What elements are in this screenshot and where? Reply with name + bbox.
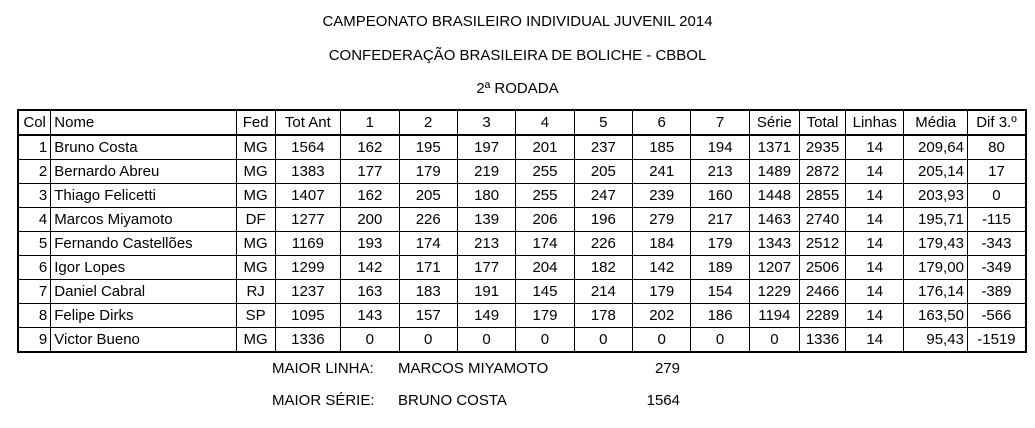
table-cell: 0 bbox=[516, 328, 574, 353]
table-cell: 2855 bbox=[799, 184, 845, 208]
table-cell: 179 bbox=[399, 160, 457, 184]
table-cell: MG bbox=[236, 256, 275, 280]
table-cell: 14 bbox=[846, 160, 904, 184]
table-cell: 1299 bbox=[275, 256, 341, 280]
table-cell: 2935 bbox=[799, 135, 845, 160]
table-cell: 14 bbox=[846, 280, 904, 304]
maior-linha-value: 279 bbox=[654, 360, 680, 377]
table-cell: 179 bbox=[633, 280, 691, 304]
table-cell: 214 bbox=[574, 280, 632, 304]
table-cell: 189 bbox=[691, 256, 749, 280]
table-cell: 162 bbox=[341, 135, 399, 160]
column-header: Tot Ant bbox=[275, 110, 341, 135]
table-cell: MG bbox=[236, 232, 275, 256]
column-header: Total bbox=[799, 110, 845, 135]
table-row bbox=[18, 160, 1026, 184]
table-cell: 142 bbox=[341, 256, 399, 280]
table-cell: 1336 bbox=[799, 328, 845, 353]
table-row bbox=[18, 256, 1026, 280]
table-cell: 179,00 bbox=[904, 256, 968, 280]
table-cell: 163,50 bbox=[904, 304, 968, 328]
table-cell: 1343 bbox=[749, 232, 799, 256]
table-cell: 241 bbox=[633, 160, 691, 184]
table-cell: 180 bbox=[457, 184, 515, 208]
table-cell: 194 bbox=[691, 135, 749, 160]
table-cell: 179 bbox=[691, 232, 749, 256]
table-cell: 177 bbox=[341, 160, 399, 184]
table-cell: 191 bbox=[457, 280, 515, 304]
table-cell: 3 bbox=[18, 184, 51, 208]
table-cell: 154 bbox=[691, 280, 749, 304]
table-cell: 247 bbox=[574, 184, 632, 208]
table-cell: 193 bbox=[341, 232, 399, 256]
table-cell: RJ bbox=[236, 280, 275, 304]
table-row bbox=[18, 280, 1026, 304]
column-header: 7 bbox=[691, 110, 749, 135]
column-header: 1 bbox=[341, 110, 399, 135]
table-cell: 237 bbox=[574, 135, 632, 160]
table-cell: MG bbox=[236, 135, 275, 160]
table-cell: 2506 bbox=[799, 256, 845, 280]
table-cell: 8 bbox=[18, 304, 51, 328]
table-cell: 205 bbox=[399, 184, 457, 208]
table-cell: 1169 bbox=[275, 232, 341, 256]
table-cell: 2289 bbox=[799, 304, 845, 328]
table-cell: 195,71 bbox=[904, 208, 968, 232]
table-cell: 176,14 bbox=[904, 280, 968, 304]
table-cell: 1194 bbox=[749, 304, 799, 328]
table-row bbox=[18, 304, 1026, 328]
table-cell: 0 bbox=[691, 328, 749, 353]
table-cell: 142 bbox=[633, 256, 691, 280]
table-cell: Daniel Cabral bbox=[51, 280, 236, 304]
organization-title: CONFEDERAÇÃO BRASILEIRA DE BOLICHE - CBBOL bbox=[328, 47, 707, 64]
round-title: 2ª RODADA bbox=[476, 80, 559, 97]
table-cell: 1489 bbox=[749, 160, 799, 184]
table-cell: 171 bbox=[399, 256, 457, 280]
table-cell: 209,64 bbox=[904, 135, 968, 160]
table-header-row bbox=[18, 110, 1026, 135]
table-cell: 219 bbox=[457, 160, 515, 184]
table-cell: 196 bbox=[574, 208, 632, 232]
table-cell: 1448 bbox=[749, 184, 799, 208]
table-cell: -115 bbox=[967, 208, 1026, 232]
table-cell: 204 bbox=[516, 256, 574, 280]
table-cell: 201 bbox=[516, 135, 574, 160]
column-header: Série bbox=[749, 110, 799, 135]
column-header: 2 bbox=[399, 110, 457, 135]
table-cell: 9 bbox=[18, 328, 51, 353]
table-cell: 179,43 bbox=[904, 232, 968, 256]
column-header: Nome bbox=[51, 110, 236, 135]
maior-serie-name: BRUNO COSTA bbox=[398, 392, 507, 409]
table-cell: 200 bbox=[341, 208, 399, 232]
table-cell: 186 bbox=[691, 304, 749, 328]
table-cell: 80 bbox=[967, 135, 1026, 160]
column-header: 5 bbox=[574, 110, 632, 135]
table-cell: MG bbox=[236, 160, 275, 184]
table-cell: 162 bbox=[341, 184, 399, 208]
table-cell: 2872 bbox=[799, 160, 845, 184]
table-cell: 2512 bbox=[799, 232, 845, 256]
table-cell: 163 bbox=[341, 280, 399, 304]
table-row bbox=[18, 328, 1026, 353]
results-table bbox=[17, 109, 1027, 353]
table-cell: 0 bbox=[574, 328, 632, 353]
table-cell: 0 bbox=[341, 328, 399, 353]
table-cell: 205 bbox=[574, 160, 632, 184]
table-cell: 14 bbox=[846, 232, 904, 256]
table-cell: DF bbox=[236, 208, 275, 232]
table-cell: MG bbox=[236, 184, 275, 208]
table-cell: 6 bbox=[18, 256, 51, 280]
maior-linha-label: MAIOR LINHA: bbox=[272, 360, 374, 377]
table-cell: 14 bbox=[846, 256, 904, 280]
table-cell: 14 bbox=[846, 184, 904, 208]
table-cell: 174 bbox=[516, 232, 574, 256]
table-cell: 143 bbox=[341, 304, 399, 328]
page-title: CAMPEONATO BRASILEIRO INDIVIDUAL JUVENIL 2014 bbox=[322, 13, 713, 30]
table-cell: 14 bbox=[846, 304, 904, 328]
table-cell: 7 bbox=[18, 280, 51, 304]
table-cell: 14 bbox=[846, 208, 904, 232]
table-cell: 255 bbox=[516, 160, 574, 184]
table-cell: SP bbox=[236, 304, 275, 328]
table-cell: 202 bbox=[633, 304, 691, 328]
table-body bbox=[18, 135, 1026, 352]
table-cell: 0 bbox=[457, 328, 515, 353]
table-cell: 239 bbox=[633, 184, 691, 208]
table-cell: Victor Bueno bbox=[51, 328, 236, 353]
table-cell: 213 bbox=[457, 232, 515, 256]
table-cell: 14 bbox=[846, 328, 904, 353]
table-cell: 1564 bbox=[275, 135, 341, 160]
table-cell: 195 bbox=[399, 135, 457, 160]
table-cell: 213 bbox=[691, 160, 749, 184]
table-cell: 1237 bbox=[275, 280, 341, 304]
table-cell: 1383 bbox=[275, 160, 341, 184]
table-cell: Marcos Miyamoto bbox=[51, 208, 236, 232]
table-cell: 203,93 bbox=[904, 184, 968, 208]
table-cell: 145 bbox=[516, 280, 574, 304]
table-cell: 226 bbox=[399, 208, 457, 232]
table-cell: -566 bbox=[967, 304, 1026, 328]
table-cell: 206 bbox=[516, 208, 574, 232]
column-header: 6 bbox=[633, 110, 691, 135]
table-cell: -343 bbox=[967, 232, 1026, 256]
table-cell: 174 bbox=[399, 232, 457, 256]
table-cell: 0 bbox=[399, 328, 457, 353]
table-cell: 157 bbox=[399, 304, 457, 328]
table-cell: 95,43 bbox=[904, 328, 968, 353]
table-row bbox=[18, 232, 1026, 256]
column-header: 3 bbox=[457, 110, 515, 135]
table-cell: 177 bbox=[457, 256, 515, 280]
column-header: Dif 3.º bbox=[967, 110, 1026, 135]
column-header: Col bbox=[18, 110, 51, 135]
maior-serie-label: MAIOR SÉRIE: bbox=[272, 392, 375, 409]
table-cell: 197 bbox=[457, 135, 515, 160]
table-cell: 182 bbox=[574, 256, 632, 280]
table-cell: 1229 bbox=[749, 280, 799, 304]
table-cell: 17 bbox=[967, 160, 1026, 184]
maior-linha-name: MARCOS MIYAMOTO bbox=[398, 360, 549, 377]
table-cell: 1336 bbox=[275, 328, 341, 353]
table-cell: 0 bbox=[633, 328, 691, 353]
table-cell: 2 bbox=[18, 160, 51, 184]
table-cell: 0 bbox=[749, 328, 799, 353]
table-cell: 5 bbox=[18, 232, 51, 256]
table-cell: 179 bbox=[516, 304, 574, 328]
table-cell: 1 bbox=[18, 135, 51, 160]
table-cell: Thiago Felicetti bbox=[51, 184, 236, 208]
table-cell: 185 bbox=[633, 135, 691, 160]
column-header: Fed bbox=[236, 110, 275, 135]
table-cell: 1371 bbox=[749, 135, 799, 160]
table-cell: 1463 bbox=[749, 208, 799, 232]
table-cell: 149 bbox=[457, 304, 515, 328]
table-cell: MG bbox=[236, 328, 275, 353]
table-cell: 1207 bbox=[749, 256, 799, 280]
table-cell: 1407 bbox=[275, 184, 341, 208]
table-cell: 226 bbox=[574, 232, 632, 256]
table-cell: 139 bbox=[457, 208, 515, 232]
table-cell: Bernardo Abreu bbox=[51, 160, 236, 184]
table-cell: 205,14 bbox=[904, 160, 968, 184]
table-cell: Igor Lopes bbox=[51, 256, 236, 280]
column-header: Média bbox=[904, 110, 968, 135]
table-cell: Fernando Castellões bbox=[51, 232, 236, 256]
table-cell: 217 bbox=[691, 208, 749, 232]
table-cell: 1095 bbox=[275, 304, 341, 328]
table-row bbox=[18, 184, 1026, 208]
table-cell: -1519 bbox=[967, 328, 1026, 353]
table-cell: 279 bbox=[633, 208, 691, 232]
column-header: Linhas bbox=[846, 110, 904, 135]
table-cell: 255 bbox=[516, 184, 574, 208]
table-cell: -349 bbox=[967, 256, 1026, 280]
table-row bbox=[18, 135, 1026, 160]
column-header: 4 bbox=[516, 110, 574, 135]
table-cell: 178 bbox=[574, 304, 632, 328]
table-cell: Bruno Costa bbox=[51, 135, 236, 160]
maior-serie-value: 1564 bbox=[646, 392, 680, 409]
table-cell: 160 bbox=[691, 184, 749, 208]
table-cell: Felipe Dirks bbox=[51, 304, 236, 328]
table-cell: 184 bbox=[633, 232, 691, 256]
table-cell: 2740 bbox=[799, 208, 845, 232]
table-cell: 4 bbox=[18, 208, 51, 232]
table-cell: 14 bbox=[846, 135, 904, 160]
table-cell: 1277 bbox=[275, 208, 341, 232]
table-cell: 2466 bbox=[799, 280, 845, 304]
table-cell: 183 bbox=[399, 280, 457, 304]
table-row bbox=[18, 208, 1026, 232]
table-cell: 0 bbox=[967, 184, 1026, 208]
table-cell: -389 bbox=[967, 280, 1026, 304]
